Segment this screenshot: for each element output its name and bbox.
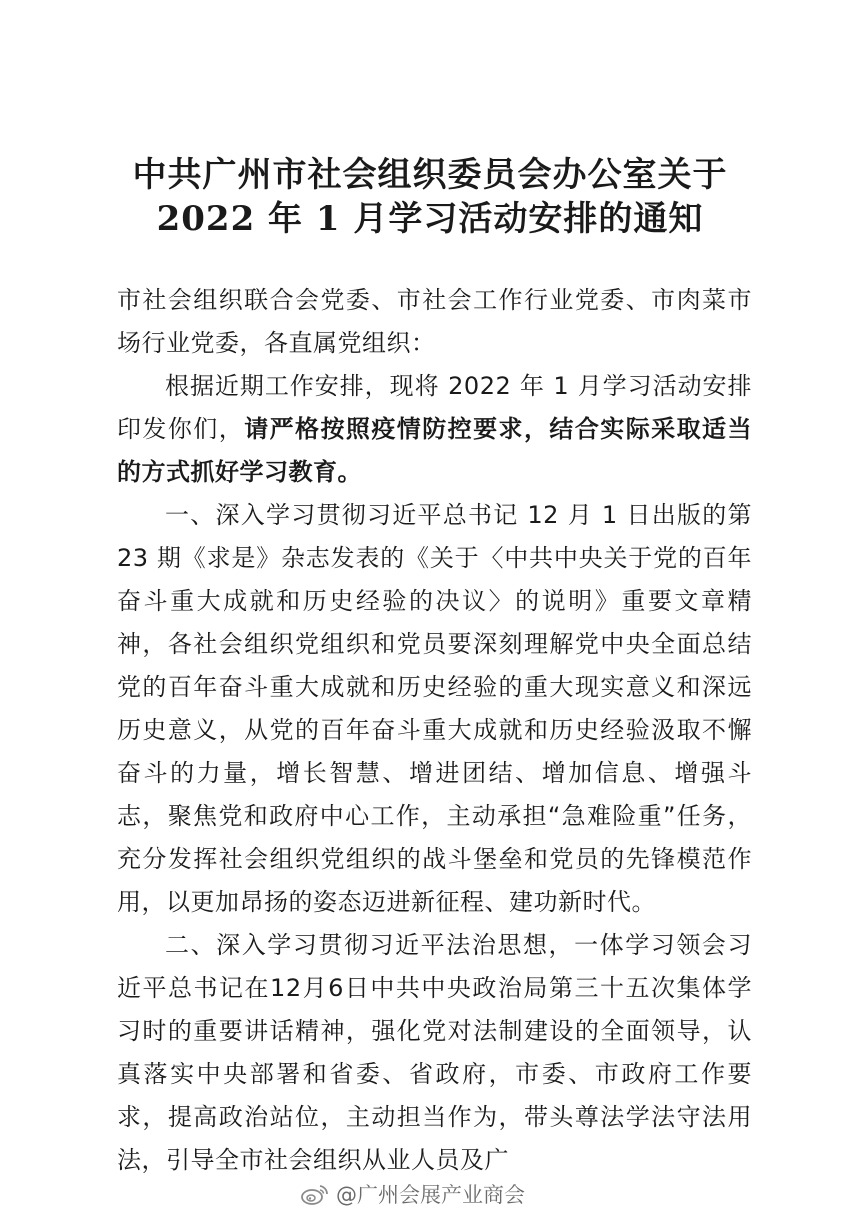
paragraph-item-1: 一、深入学习贯彻习近平总书记 12 月 1 日出版的第 23 期《求是》杂志发表的《关于〈中共中央关于党的百年奋斗重大成就和历史经验的决议〉的说明》重要文章精神，各社会组织党组织和党员要深刻理解党中央全面总结党的百年奋斗重大成就和历史经验的重大现实意义和深远历史意义，从党的百年奋斗重大成就和历史经验汲取不懈奋斗的力量，增长智慧、增进团结、增加信息、增强斗志，聚焦党和政府中心工作，主动承担“急难险重”任务，充分发挥社会组织党组织的战斗堡垒和党员的先锋模范作用，以更加昂扬的姿态迈进新征程、建功新时代。 [117,501,752,916]
paragraph-intro-emphasis: 请严格按照疫情防控要求，结合实际采取适当的方式抓好学习教育。 [117,415,752,486]
watermark [300,1180,525,1208]
addressee: 市社会组织联合会党委、市社会工作行业党委、市肉菜市场行业党委，各直属党组织： [117,286,752,357]
watermark-text: @广州会展产业商会 [336,1183,525,1207]
paragraph-intro-text: 根据近期工作安排，现将 2022 年 1 月学习活动安排印发你们， [117,372,752,443]
document-body [117,279,752,1182]
paragraph-item-2: 二、深入学习贯彻习近平法治思想，一体学习领会习近平总书记在12月6日中共中央政治局第三十五次集体学习时的重要讲话精神，强化党对法制建设的全面领导，认真落实中央部署和省委、省政府，市委、市政府工作要求，提高政治站位，主动担当作为，带头尊法学法守法用法，引导全市社会组织从业人员及广 [117,931,752,1174]
paragraph-intro [117,365,752,494]
document-title-line2: 2022 年 1 月学习活动安排的通知 [156,199,704,239]
document-title-line1: 中共广州市社会组织委员会办公室关于 [132,155,728,195]
weibo-icon [300,1182,330,1206]
